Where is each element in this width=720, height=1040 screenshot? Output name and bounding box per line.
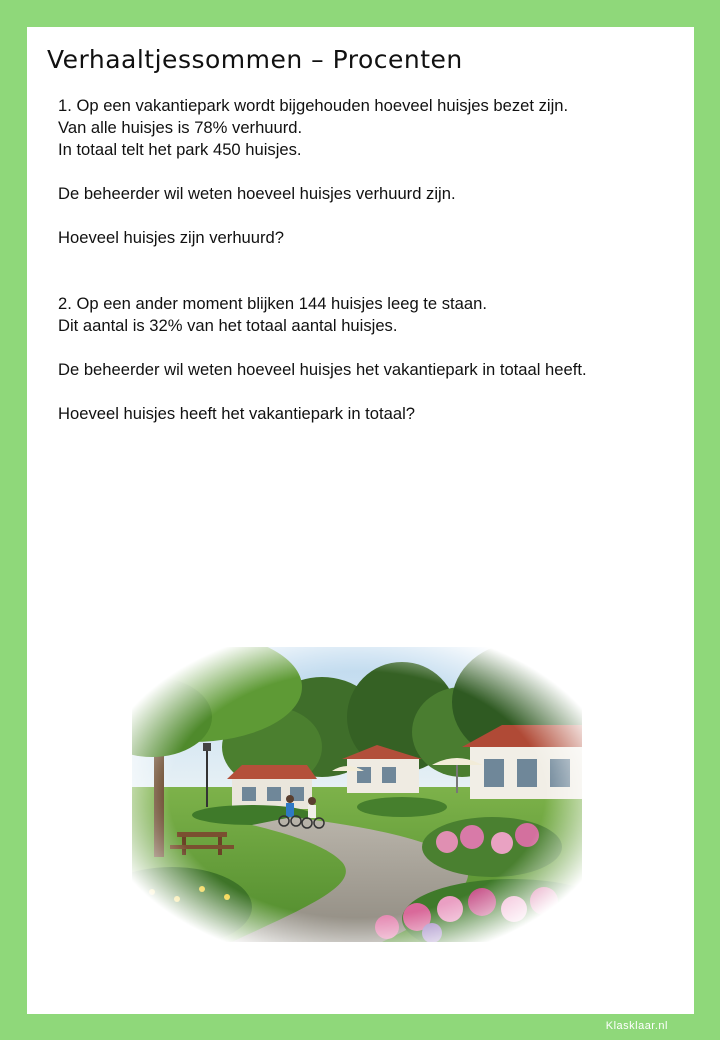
question-1-line-3: In totaal telt het park 450 huisjes. [58, 140, 302, 159]
question-2-question: Hoeveel huisjes heeft het vakantiepark in totaal? [58, 404, 415, 423]
holiday-park-photo [132, 647, 582, 942]
brand-watermark: Klasklaar.nl [605, 1020, 668, 1032]
question-1-line-1: 1. Op een vakantiepark wordt bijgehouden hoeveel huisjes bezet zijn. [58, 96, 569, 115]
question-1-question: Hoeveel huisjes zijn verhuurd? [58, 228, 284, 247]
cottage-left [227, 765, 317, 809]
page-title: Verhaaltjessommen – Procenten [47, 45, 463, 74]
question-1-line-2: Van alle huisjes is 78% verhuurd. [58, 118, 303, 137]
question-2-line-2: Dit aantal is 32% van het totaal aantal huisjes. [58, 316, 398, 335]
question-2-line-1: 2. Op een ander moment blijken 144 huisjes leeg te staan. [58, 294, 487, 313]
question-1-line-4: De beheerder wil weten hoeveel huisjes verhuurd zijn. [58, 184, 456, 203]
questions [58, 95, 678, 425]
question-2-line-3: De beheerder wil weten hoeveel huisjes het vakantiepark in totaal heeft. [58, 360, 587, 379]
question-2 [58, 293, 678, 425]
question-1 [58, 95, 678, 249]
worksheet-page [27, 27, 694, 1014]
